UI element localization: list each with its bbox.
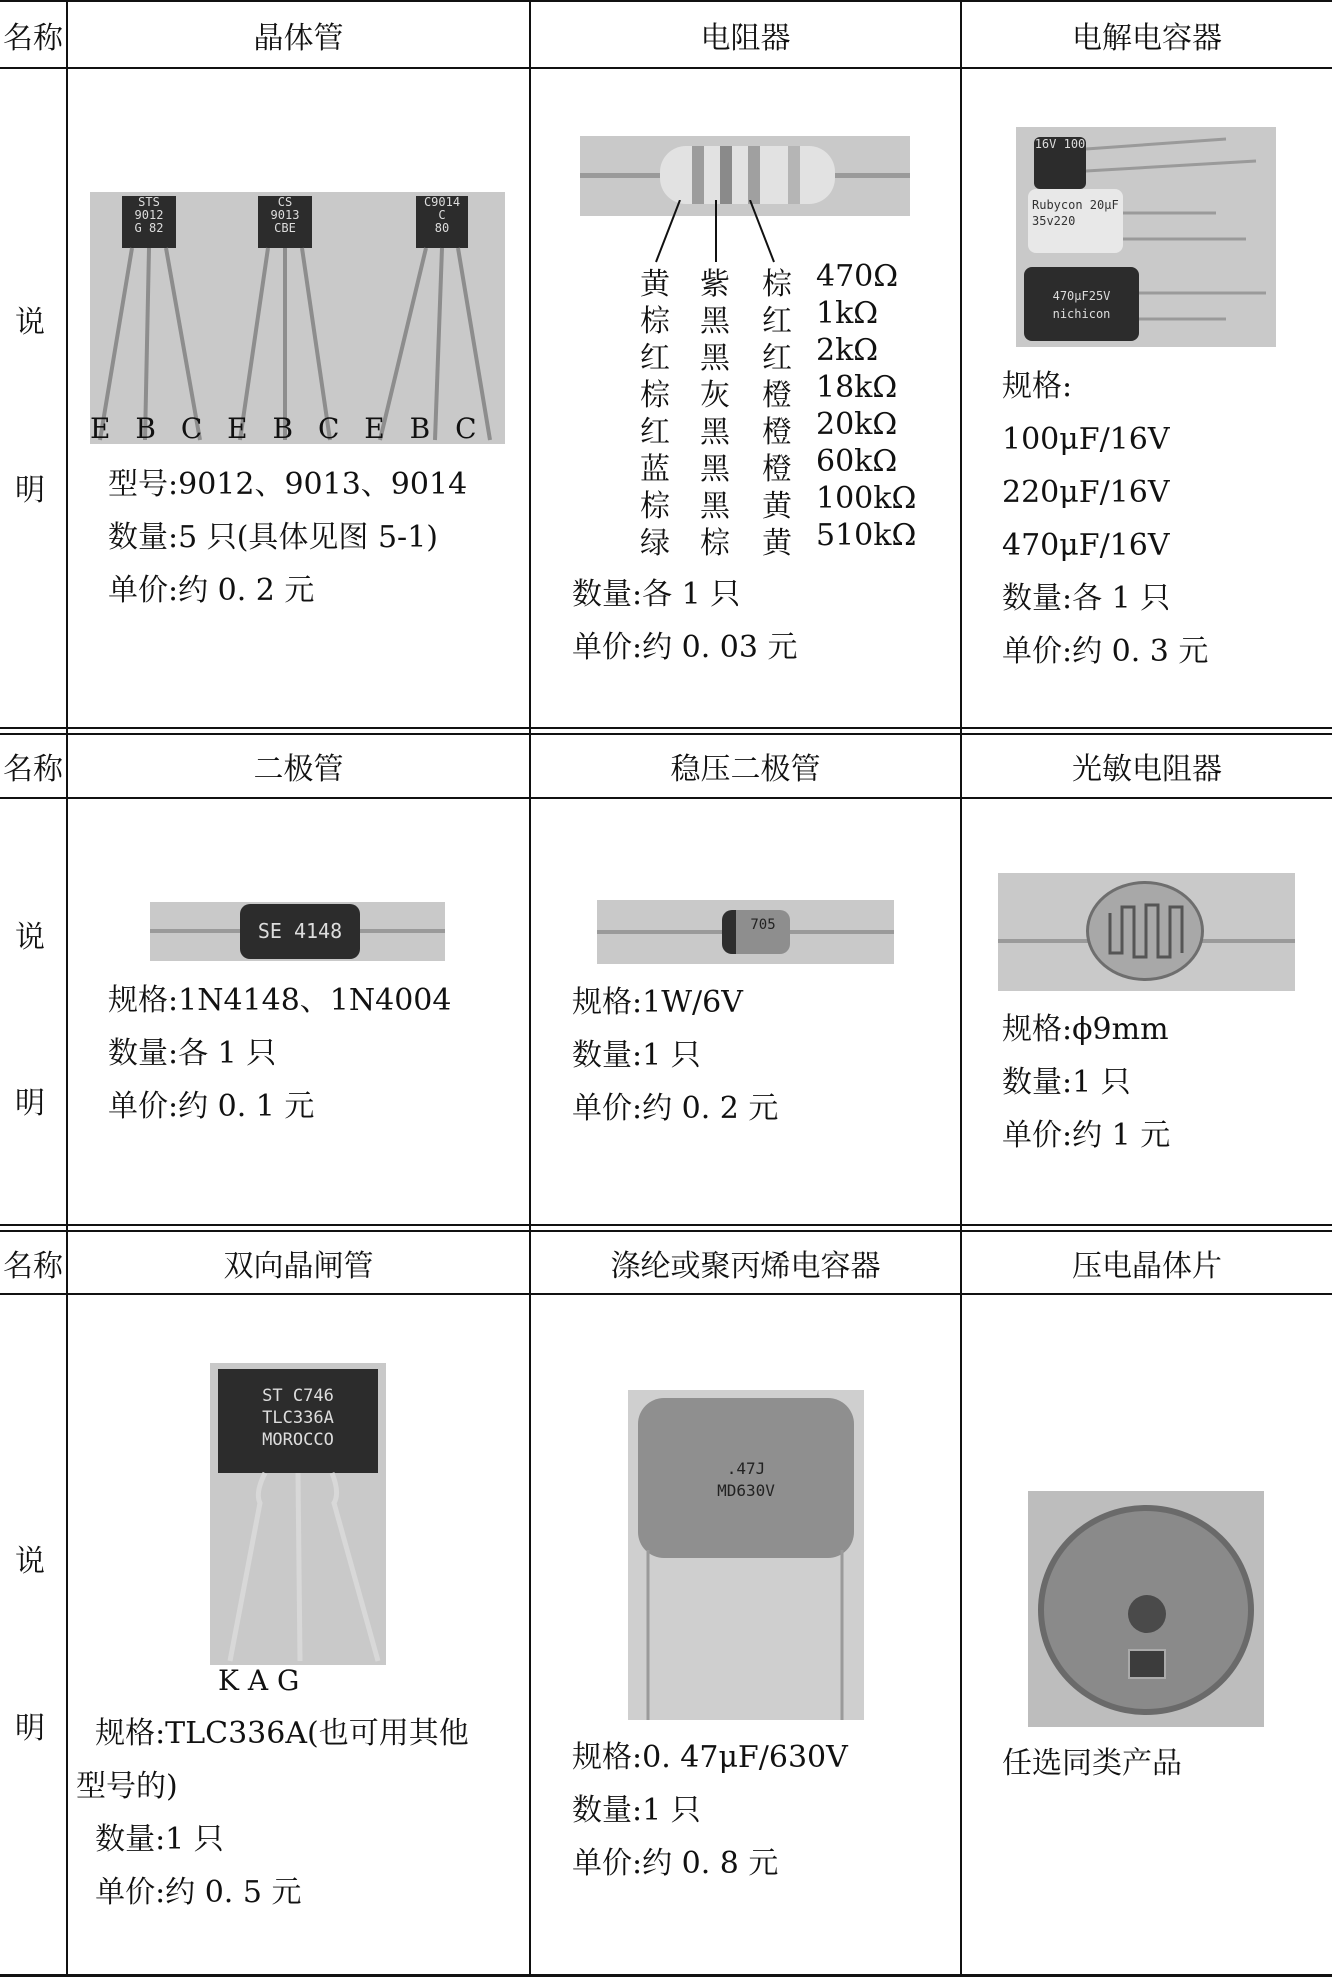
triac-pin-labels: K A G <box>218 1664 300 1697</box>
zener-diode-photo <box>597 900 894 964</box>
side-label-top: 说 <box>15 1544 45 1579</box>
side-label-top: 说 <box>15 305 45 340</box>
transistor-spec-line: 数量:5 只(具体见图 5-1) <box>108 520 438 555</box>
capacitor-spec-line: 100μF/16V <box>1002 422 1170 457</box>
column-rule <box>529 0 531 1977</box>
film-capacitor-spec-line: 单价:约 0. 8 元 <box>572 1846 779 1881</box>
triac-body: ST C746 TLC336A MOROCCO <box>218 1369 378 1473</box>
column-rule <box>960 0 962 1977</box>
capacitor-body: 16V 100 <box>1034 137 1086 189</box>
diode-body: SE 4148 <box>240 904 360 959</box>
name-photoresistor: 光敏电阻器 <box>1072 752 1222 787</box>
zener-spec-line: 数量:1 只 <box>572 1038 701 1073</box>
capacitor-spec-line: 220μF/16V <box>1002 475 1170 510</box>
triac-spec-line: 型号的) <box>76 1769 178 1804</box>
color-code-row: 黄 紫 棕 470Ω <box>640 259 899 302</box>
side-label-top: 说 <box>15 920 45 955</box>
transistor-spec-line: 型号:9012、9013、9014 <box>108 467 468 502</box>
side-label-bottom: 明 <box>15 1086 45 1121</box>
name-film-capacitor: 涤纶或聚丙烯电容器 <box>610 1248 881 1284</box>
transistor-body: STS 9012 G 82 <box>122 196 176 248</box>
resistor-spec-line: 数量:各 1 只 <box>572 577 741 612</box>
transistor-body: C9014 C 80 <box>416 196 468 248</box>
capacitor-body: Rubycon 20μF 35v220 <box>1028 189 1123 253</box>
film-capacitor-body: .47J MD630V <box>638 1398 854 1558</box>
header-label: 名称 <box>3 752 63 787</box>
capacitor-spec-line: 单价:约 0. 3 元 <box>1002 634 1209 669</box>
capacitor-spec-line: 数量:各 1 只 <box>1002 581 1171 616</box>
piezo-spec-line: 任选同类产品 <box>1002 1746 1182 1781</box>
name-electrolytic-capacitor: 电解电容器 <box>1072 20 1222 56</box>
zener-body: 705 <box>722 910 790 954</box>
diode-spec-line: 单价:约 0. 1 元 <box>108 1089 315 1124</box>
rule <box>0 1974 1332 1977</box>
header-label: 名称 <box>3 20 63 56</box>
resistor-body <box>660 146 835 204</box>
color-band <box>692 146 704 204</box>
triac-spec-line: 数量:1 只 <box>76 1822 224 1857</box>
color-code-row: 棕 黑 黄 100kΩ <box>640 481 917 524</box>
photoresistor-photo <box>998 873 1295 991</box>
piezo-center-hole <box>1128 1595 1166 1633</box>
ldr-serpentine-track <box>998 873 1295 991</box>
header-label: 名称 <box>3 1248 63 1284</box>
color-code-row: 棕 灰 橙 18kΩ <box>640 370 898 413</box>
zener-spec-line: 规格:1W/6V <box>572 985 743 1020</box>
ldr-spec-line: 规格:ϕ9mm <box>1002 1012 1169 1047</box>
ldr-spec-line: 单价:约 1 元 <box>1002 1118 1171 1153</box>
resistor-spec-line: 单价:约 0. 03 元 <box>572 630 798 665</box>
name-triac: 双向晶闸管 <box>223 1248 374 1284</box>
triac-leads <box>210 1363 386 1665</box>
side-label-bottom: 明 <box>15 1711 45 1746</box>
film-capacitor-spec-line: 数量:1 只 <box>572 1793 701 1828</box>
name-piezo-disc: 压电晶体片 <box>1072 1248 1222 1284</box>
triac-spec-line: 规格:TLC336A(也可用其他 <box>76 1716 469 1751</box>
transistor-photo <box>90 192 505 444</box>
name-zener-diode: 稳压二极管 <box>670 752 821 787</box>
column-rule <box>66 0 68 1977</box>
rule <box>0 1224 1332 1226</box>
diode-photo <box>150 902 445 961</box>
capacitor-spec-line: 470μF/16V <box>1002 528 1170 563</box>
name-transistor: 晶体管 <box>253 20 344 56</box>
name-diode: 二极管 <box>253 752 344 787</box>
piezo-contact-pad <box>1128 1649 1166 1679</box>
diode-spec-line: 规格:1N4148、1N4004 <box>108 983 452 1018</box>
transistor-spec-line: 单价:约 0. 2 元 <box>108 573 315 608</box>
transistor-body: CS 9013 CBE <box>258 196 312 248</box>
color-code-row: 绿 棕 黄 510kΩ <box>640 518 917 561</box>
color-code-row: 蓝 黑 橙 60kΩ <box>640 444 898 487</box>
color-band <box>788 146 800 204</box>
color-code-row: 红 黑 红 2kΩ <box>640 333 879 376</box>
side-label-bottom: 明 <box>15 473 45 508</box>
transistor-leads <box>90 192 505 444</box>
rule <box>0 67 1332 69</box>
name-resistor: 电阻器 <box>700 20 791 56</box>
transistor-pin-labels: E B C E B C E B C <box>90 412 485 445</box>
film-capacitor-spec-line: 规格:0. 47μF/630V <box>572 1740 848 1775</box>
rule <box>0 797 1332 799</box>
color-code-row: 棕 黑 红 1kΩ <box>640 296 879 339</box>
film-capacitor-photo <box>628 1390 864 1720</box>
ldr-spec-line: 数量:1 只 <box>1002 1065 1131 1100</box>
color-band <box>720 146 732 204</box>
zener-spec-line: 单价:约 0. 2 元 <box>572 1091 779 1126</box>
capacitor-leads <box>1016 127 1276 347</box>
triac-photo <box>210 1363 386 1665</box>
color-code-row: 红 黑 橙 20kΩ <box>640 407 898 450</box>
piezo-disc-photo <box>1028 1491 1264 1727</box>
capacitor-body: 470μF25V nichicon <box>1024 267 1139 341</box>
rule <box>0 727 1332 729</box>
film-capacitor-leads <box>628 1390 864 1720</box>
capacitor-spec-line: 规格: <box>1002 369 1073 404</box>
diode-spec-line: 数量:各 1 只 <box>108 1036 277 1071</box>
electrolytic-capacitor-photo <box>1016 127 1276 347</box>
rule <box>0 1293 1332 1295</box>
color-band <box>748 146 760 204</box>
triac-spec-line: 单价:约 0. 5 元 <box>76 1875 302 1910</box>
